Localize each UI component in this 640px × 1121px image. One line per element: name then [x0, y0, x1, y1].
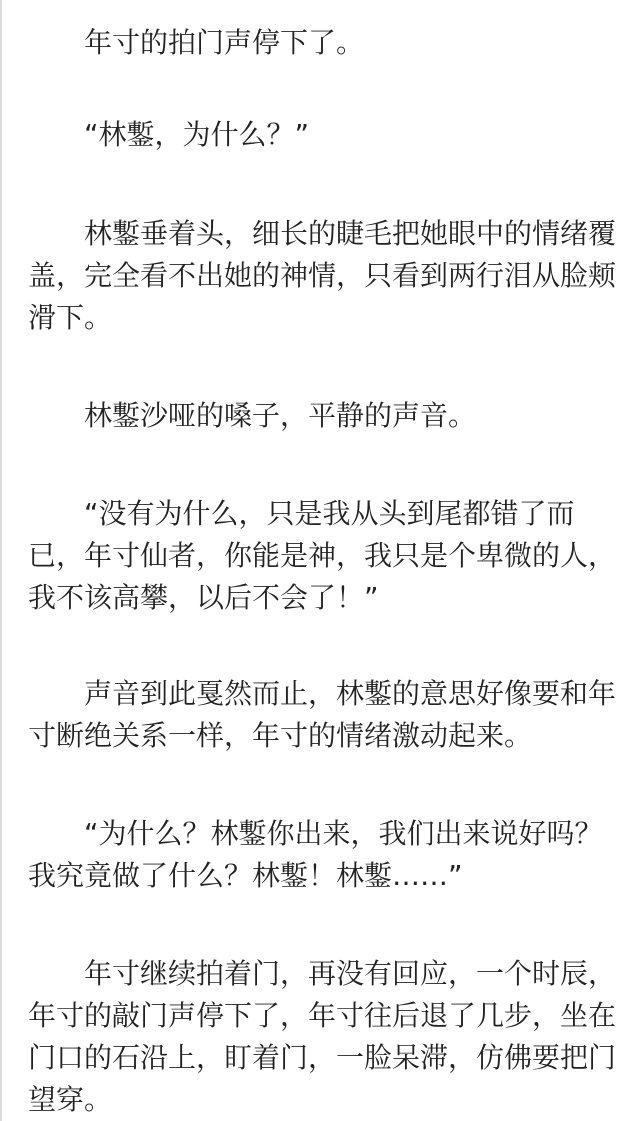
paragraph-5: “没有为什么，只是我从头到尾都错了而已，年寸仙者，你能是神，我只是个卑微的人，我不该高攀，以后不会了！”: [28, 497, 617, 614]
paragraph-2: “林鏨，为什么？”: [84, 118, 310, 151]
paragraph-6: 声音到此戛然而止，林鏨的意思好像要和年寸断绝关系一样，年寸的情绪激动起来。: [28, 677, 617, 752]
paragraph-1: 年寸的拍门声停下了。: [84, 26, 365, 59]
paragraph-3: 林鏨垂着头，细长的睫毛把她眼中的情绪覆盖，完全看不出她的神情，只看到两行泪从脸颊滑下。: [28, 217, 617, 334]
paragraph-8: 年寸继续拍着门，再没有回应，一个时辰，年寸的敲门声停下了，年寸往后退了几步，坐在门口的石沿上，盯着门，一脸呆滞，仿佛要把门望穿。: [28, 957, 617, 1116]
paragraph-4: 林鏨沙哑的嗓子，平静的声音。: [84, 399, 477, 432]
paragraph-7: “为什么？林鏨你出来，我们出来说好吗？我究竟做了什么？林鏨！林鏨……”: [28, 817, 603, 892]
